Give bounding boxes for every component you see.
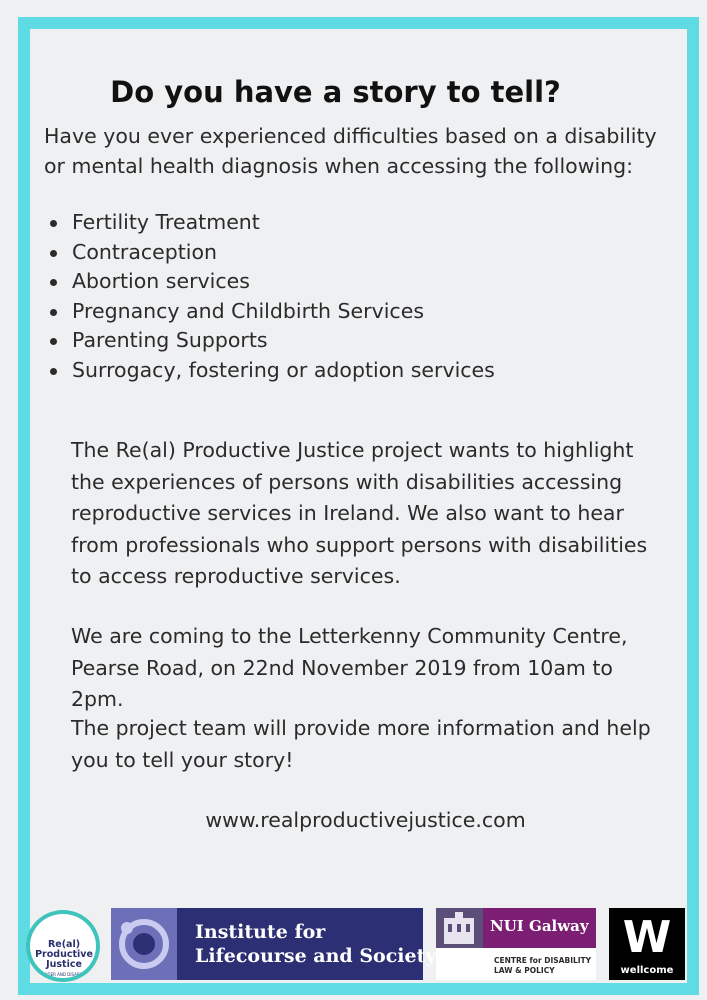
- event-details: We are coming to the Letterkenny Community Centre, Pearse Road, on 22nd November 2019 from 10am to 2pm.: [71, 624, 628, 711]
- services-list: [44, 208, 495, 386]
- nui-galway-logo: [436, 908, 596, 980]
- list-item: Surrogacy, fostering or adoption services: [44, 356, 495, 386]
- list-item: Fertility Treatment: [44, 208, 495, 238]
- cdlp-line-1: CENTRE for DISABILITY: [494, 956, 592, 965]
- rpj-logo-name: Re(al) Productive Justice: [35, 939, 93, 970]
- intro-text: Have you ever experienced difficulties based on a disability or mental health diagnosis when accessing the following:: [44, 124, 657, 178]
- website-link[interactable]: www.realproductivejustice.com: [205, 808, 526, 832]
- wellcome-name: wellcome: [620, 965, 674, 976]
- wellcome-mark: W: [622, 912, 672, 963]
- nui-crest-icon: [436, 908, 483, 948]
- poster-title: Do you have a story to tell?: [110, 75, 561, 109]
- list-item: Contraception: [44, 238, 495, 268]
- nui-name: NUI Galway: [490, 917, 589, 935]
- list-item: Abortion services: [44, 267, 495, 297]
- ils-mark-icon: [111, 908, 177, 980]
- wellcome-logo: [609, 908, 685, 980]
- cdlp-line-2: LAW & POLICY: [494, 966, 555, 975]
- rpj-logo: [26, 910, 100, 982]
- logo-strip: [0, 906, 707, 982]
- team-note: The project team will provide more information and help you to tell your story!: [71, 716, 651, 772]
- list-item: Parenting Supports: [44, 326, 495, 356]
- ils-logo-name: [195, 920, 436, 968]
- cdlp-name: [494, 956, 596, 976]
- ils-line-2: Lifecourse and Society: [195, 945, 437, 967]
- list-item: Pregnancy and Childbirth Services: [44, 297, 495, 327]
- rpj-logo-subtitle: GENDER AND DISABILITY: [38, 972, 90, 977]
- ils-line-1: Institute for: [195, 921, 326, 943]
- project-description: The Re(al) Productive Justice project wants to highlight the experiences of persons with disabilities accessing reproductive services in Ireland. We also want to hear from professionals who support persons with disabilities to access reproductive services.: [71, 438, 648, 588]
- ils-logo: [111, 908, 437, 980]
- nui-name-bar: [483, 908, 596, 948]
